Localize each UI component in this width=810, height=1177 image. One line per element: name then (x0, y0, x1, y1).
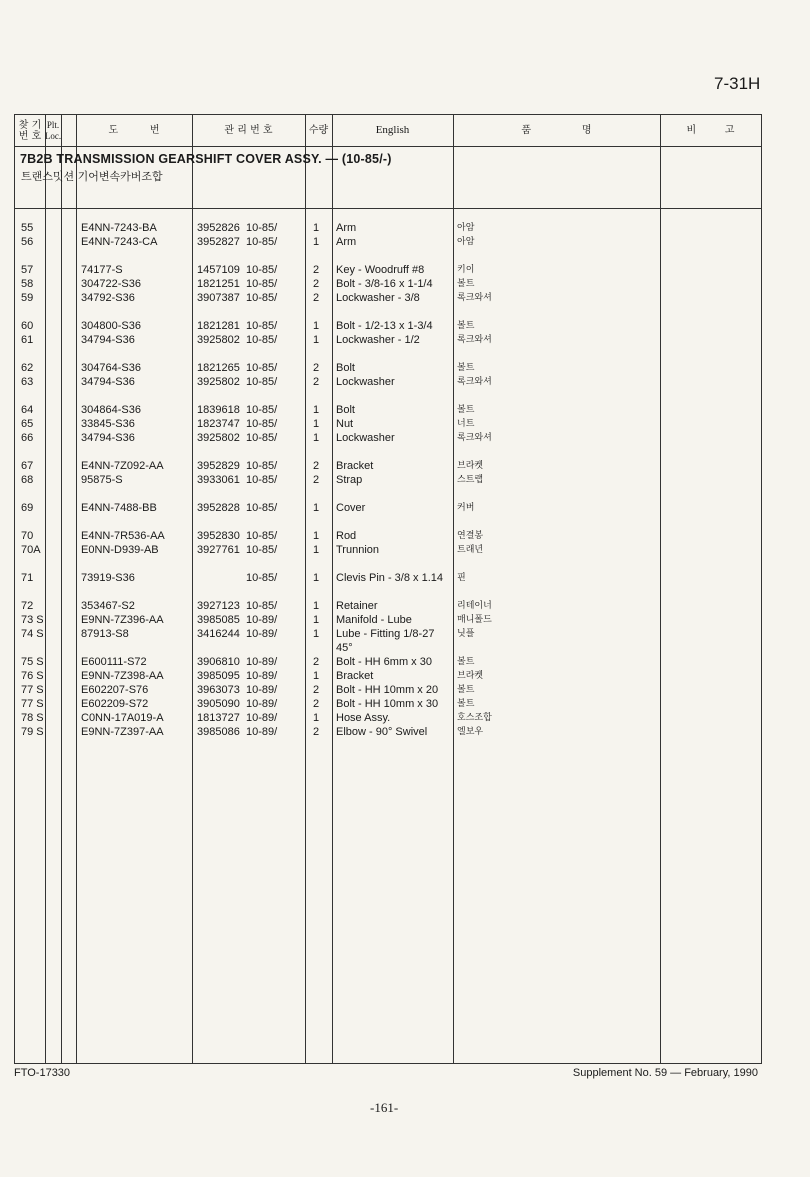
section-title: 7B2B TRANSMISSION GEARSHIFT COVER ASSY. — (10-85/-) (20, 152, 392, 166)
cell-qty: 2 (313, 292, 320, 304)
cell-qty: 2 (313, 726, 320, 738)
cell-ref: 66 (21, 432, 34, 444)
cell-date: 10-89/ (246, 614, 278, 626)
cell-part: 74177-S (81, 264, 123, 276)
cell-date: 10-85/ (246, 320, 278, 332)
cell-mgmt: 3952829 (197, 460, 240, 472)
cell-qty: 1 (313, 502, 320, 514)
cell-part: 353467-S2 (81, 600, 135, 612)
cell-mgmt: 3952827 (197, 236, 240, 248)
cell-qty: 2 (313, 264, 320, 276)
cell-part: 34794-S36 (81, 334, 135, 346)
cell-ref: 59 (21, 292, 34, 304)
table-row (15, 711, 761, 725)
cell-part: 34794-S36 (81, 432, 135, 444)
cell-ko: 아암 (457, 237, 475, 247)
cell-ref: 68 (21, 474, 34, 486)
cell-date: 10-89/ (246, 698, 278, 710)
table-row (15, 333, 761, 347)
header-ref: 찾 기 번 호 (18, 119, 42, 142)
cell-date: 10-85/ (246, 362, 278, 374)
cell-date: 10-85/ (246, 460, 278, 472)
cell-qty: 1 (313, 404, 320, 416)
cell-part: 304764-S36 (81, 362, 141, 374)
cell-ko: 트래년 (457, 545, 484, 555)
table-row (15, 641, 761, 655)
cell-date: 10-85/ (246, 292, 278, 304)
cell-mgmt: 3963073 (197, 684, 240, 696)
page-number: 7-31H (714, 74, 761, 93)
cell-qty: 1 (313, 670, 320, 682)
cell-mgmt: 3985095 (197, 670, 240, 682)
cell-en: Arm (336, 236, 357, 248)
cell-en: Bolt - HH 10mm x 20 (336, 684, 439, 696)
cell-ko: 볼트 (457, 321, 475, 331)
cell-ref: 75 S (21, 656, 44, 668)
cell-date: 10-85/ (246, 334, 278, 346)
cell-mgmt: 1821265 (197, 362, 240, 374)
cell-mgmt: 3925802 (197, 432, 240, 444)
cell-en: Lube - Fitting 1/8-27 (336, 628, 435, 640)
cell-qty: 2 (313, 362, 320, 374)
cell-part: E602209-S72 (81, 698, 149, 710)
header-korean: 품 명 (521, 125, 592, 136)
cell-qty: 1 (313, 544, 320, 556)
cell-date: 10-89/ (246, 712, 278, 724)
cell-part: E602207-S76 (81, 684, 149, 696)
cell-en: Trunnion (336, 544, 380, 556)
cell-ref: 70 (21, 530, 34, 542)
cell-mgmt: 3925802 (197, 376, 240, 388)
cell-qty: 2 (313, 656, 320, 668)
header-remarks: 비 고 (686, 125, 735, 136)
cell-ko: 리테이너 (457, 601, 492, 611)
cell-en: Bolt - 3/8-16 x 1-1/4 (336, 278, 433, 290)
cell-en: Arm (336, 222, 357, 234)
cell-ref: 63 (21, 376, 34, 388)
table-row (15, 459, 761, 473)
cell-ref: 79 S (21, 726, 44, 738)
table-row (15, 543, 761, 557)
cell-mgmt: 1821251 (197, 278, 240, 290)
table-row (15, 235, 761, 249)
cell-mgmt: 3952828 (197, 502, 240, 514)
cell-en: Hose Assy. (336, 712, 391, 724)
cell-ko: 볼트 (457, 279, 475, 289)
cell-mgmt: 3927123 (197, 600, 240, 612)
cell-mgmt: 1821281 (197, 320, 240, 332)
cell-en: Lockwasher - 1/2 (336, 334, 420, 346)
header-plt-loc: Plt. Loc. (44, 119, 62, 141)
cell-ref: 76 S (21, 670, 44, 682)
cell-en: Nut (336, 418, 354, 430)
table-row (15, 571, 761, 585)
cell-ko: 커버 (457, 503, 475, 513)
cell-en: 45° (336, 642, 353, 654)
cell-part: C0NN-17A019-A (81, 712, 164, 724)
cell-qty: 1 (313, 600, 320, 612)
cell-ref: 61 (21, 334, 34, 346)
cell-qty: 1 (313, 712, 320, 724)
cell-ref: 55 (21, 222, 34, 234)
cell-en: Lockwasher - 3/8 (336, 292, 420, 304)
table-row (15, 655, 761, 669)
cell-en: Lockwasher (336, 432, 395, 444)
cell-date: 10-85/ (246, 474, 278, 486)
cell-date: 10-85/ (246, 572, 278, 584)
cell-en: Bolt (336, 362, 355, 374)
table-row (15, 277, 761, 291)
cell-part: 33845-S36 (81, 418, 135, 430)
cell-qty: 1 (313, 530, 320, 542)
table-row (15, 375, 761, 389)
form-number: FTO-17330 (14, 1067, 71, 1079)
cell-ref: 72 (21, 600, 34, 612)
cell-date: 10-85/ (246, 418, 278, 430)
cell-date: 10-85/ (246, 502, 278, 514)
cell-ko: 볼트 (457, 699, 475, 709)
cell-ko: 스트랩 (457, 475, 484, 485)
cell-part: E4NN-7488-BB (81, 502, 157, 514)
cell-qty: 1 (313, 628, 320, 640)
cell-en: Bracket (336, 670, 374, 682)
cell-ko: 너트 (457, 419, 475, 429)
cell-mgmt: 3416244 (197, 628, 240, 640)
cell-en: Strap (336, 474, 363, 486)
cell-part: 95875-S (81, 474, 123, 486)
cell-date: 10-85/ (246, 432, 278, 444)
table-row (15, 669, 761, 683)
cell-ref: 78 S (21, 712, 44, 724)
cell-ko: 브라켓 (457, 461, 484, 471)
cell-ko: 볼트 (457, 685, 475, 695)
table-row (15, 501, 761, 515)
table-row (15, 683, 761, 697)
cell-qty: 1 (313, 236, 320, 248)
cell-ko: 브라켓 (457, 671, 484, 681)
cell-part: E4NN-7243-CA (81, 236, 158, 248)
cell-en: Bolt - HH 6mm x 30 (336, 656, 432, 668)
cell-ko: 볼트 (457, 657, 475, 667)
cell-date: 10-85/ (246, 222, 278, 234)
cell-qty: 2 (313, 474, 320, 486)
cell-mgmt: 3925802 (197, 334, 240, 346)
cell-mgmt: 3905090 (197, 698, 240, 710)
cell-qty: 1 (313, 432, 320, 444)
table-row (15, 613, 761, 627)
cell-ko: 호스조합 (457, 713, 492, 723)
cell-mgmt: 3985086 (197, 726, 240, 738)
cell-part: 304800-S36 (81, 320, 141, 332)
table-row (15, 221, 761, 235)
cell-qty: 2 (313, 460, 320, 472)
cell-qty: 1 (313, 614, 320, 626)
cell-qty: 1 (313, 572, 320, 584)
cell-ko: 핀 (457, 573, 466, 583)
cell-mgmt: 3927761 (197, 544, 240, 556)
cell-ref: 67 (21, 460, 34, 472)
cell-ref: 69 (21, 502, 34, 514)
cell-mgmt: 3933061 (197, 474, 240, 486)
cell-mgmt: 1813727 (197, 712, 240, 724)
table-row (15, 725, 761, 739)
cell-date: 10-89/ (246, 684, 278, 696)
cell-ref: 70A (21, 544, 41, 556)
cell-part: 34794-S36 (81, 376, 135, 388)
cell-mgmt: 3952826 (197, 222, 240, 234)
cell-ref: 64 (21, 404, 34, 416)
cell-en: Cover (336, 502, 366, 514)
cell-ko: 연결봉 (457, 531, 484, 541)
table-row (15, 403, 761, 417)
cell-part: 304722-S36 (81, 278, 141, 290)
table-row (15, 599, 761, 613)
cell-ko: 키이 (457, 265, 475, 275)
header-mgmt-number: 관 리 번 호 (224, 125, 273, 136)
header-qty: 수량 (308, 125, 329, 136)
header-part-number: 도 번 (108, 125, 160, 136)
cell-ref: 56 (21, 236, 34, 248)
cell-en: Rod (336, 530, 357, 542)
cell-mgmt: 3952830 (197, 530, 240, 542)
cell-en: Bolt - 1/2-13 x 1-3/4 (336, 320, 433, 332)
cell-part: 34792-S36 (81, 292, 135, 304)
cell-mgmt: 3985085 (197, 614, 240, 626)
cell-ref: 60 (21, 320, 34, 332)
cell-ref: 77 S (21, 684, 44, 696)
cell-part: E9NN-7Z398-AA (81, 670, 164, 682)
cell-en: Lockwasher (336, 376, 395, 388)
cell-date: 10-89/ (246, 656, 278, 668)
cell-ko: 엘보우 (457, 727, 484, 737)
cell-en: Manifold - Lube (336, 614, 412, 626)
cell-part: E600111-S72 (81, 656, 147, 668)
cell-en: Bolt - HH 10mm x 30 (336, 698, 439, 710)
cell-en: Clevis Pin - 3/8 x 1.14 (336, 572, 443, 584)
cell-mgmt: 1839618 (197, 404, 240, 416)
cell-mgmt: 3906810 (197, 656, 240, 668)
cell-qty: 2 (313, 698, 320, 710)
cell-date: 10-85/ (246, 278, 278, 290)
cell-part: E4NN-7R536-AA (81, 530, 165, 542)
cell-ref: 57 (21, 264, 34, 276)
cell-ko: 닛플 (457, 629, 475, 639)
table-row (15, 263, 761, 277)
cell-ko: 아암 (457, 223, 475, 233)
cell-part: E0NN-D939-AB (81, 544, 159, 556)
cell-en: Bracket (336, 460, 374, 472)
table-row (15, 473, 761, 487)
cell-part: 304864-S36 (81, 404, 141, 416)
page-bottom-number: -161- (370, 1100, 399, 1115)
table-row (15, 529, 761, 543)
cell-ko: 록크와셔 (457, 293, 492, 303)
cell-part: 87913-S8 (81, 628, 129, 640)
cell-ref: 73 S (21, 614, 44, 626)
cell-date: 10-85/ (246, 236, 278, 248)
cell-date: 10-85/ (246, 404, 278, 416)
cell-ko: 록크와셔 (457, 433, 492, 443)
cell-qty: 1 (313, 222, 320, 234)
cell-part: E9NN-7Z397-AA (81, 726, 164, 738)
cell-date: 10-89/ (246, 670, 278, 682)
table-row (15, 319, 761, 333)
section-title-korean: 트랜스밋션 기어변속카버조합 (21, 170, 163, 183)
cell-en: Bolt (336, 404, 355, 416)
supplement-note: Supplement No. 59 — February, 1990 (572, 1067, 758, 1079)
cell-en: Elbow - 90° Swivel (336, 726, 428, 738)
parts-table (14, 114, 762, 1064)
header-english: English (375, 124, 410, 136)
table-row (15, 431, 761, 445)
cell-qty: 1 (313, 418, 320, 430)
cell-part: 73919-S36 (81, 572, 135, 584)
cell-qty: 2 (313, 376, 320, 388)
cell-ref: 77 S (21, 698, 44, 710)
cell-date: 10-85/ (246, 530, 278, 542)
cell-ref: 65 (21, 418, 34, 430)
table-row (15, 291, 761, 305)
cell-ko: 록크와셔 (457, 335, 492, 345)
cell-date: 10-89/ (246, 628, 278, 640)
cell-date: 10-85/ (246, 544, 278, 556)
cell-ref: 71 (21, 572, 34, 584)
cell-qty: 1 (313, 320, 320, 332)
table-row (15, 627, 761, 641)
cell-part: E4NN-7243-BA (81, 222, 157, 234)
table-row (15, 361, 761, 375)
cell-part: E9NN-7Z396-AA (81, 614, 164, 626)
cell-qty: 2 (313, 684, 320, 696)
table-row (15, 417, 761, 431)
cell-en: Retainer (336, 600, 378, 612)
cell-en: Key - Woodruff #8 (336, 264, 425, 276)
cell-ko: 록크와셔 (457, 377, 492, 387)
cell-mgmt: 1457109 (197, 264, 240, 276)
table-row (15, 697, 761, 711)
cell-qty: 1 (313, 334, 320, 346)
cell-qty: 2 (313, 278, 320, 290)
cell-ref: 62 (21, 362, 34, 374)
cell-ref: 74 S (21, 628, 44, 640)
cell-date: 10-85/ (246, 600, 278, 612)
cell-date: 10-85/ (246, 264, 278, 276)
cell-date: 10-89/ (246, 726, 278, 738)
cell-ko: 매니폴드 (457, 615, 492, 625)
cell-mgmt: 3907387 (197, 292, 240, 304)
cell-ko: 볼트 (457, 363, 475, 373)
cell-ko: 볼트 (457, 405, 475, 415)
cell-mgmt: 1823747 (197, 418, 240, 430)
cell-part: E4NN-7Z092-AA (81, 460, 164, 472)
cell-date: 10-85/ (246, 376, 278, 388)
cell-ref: 58 (21, 278, 34, 290)
